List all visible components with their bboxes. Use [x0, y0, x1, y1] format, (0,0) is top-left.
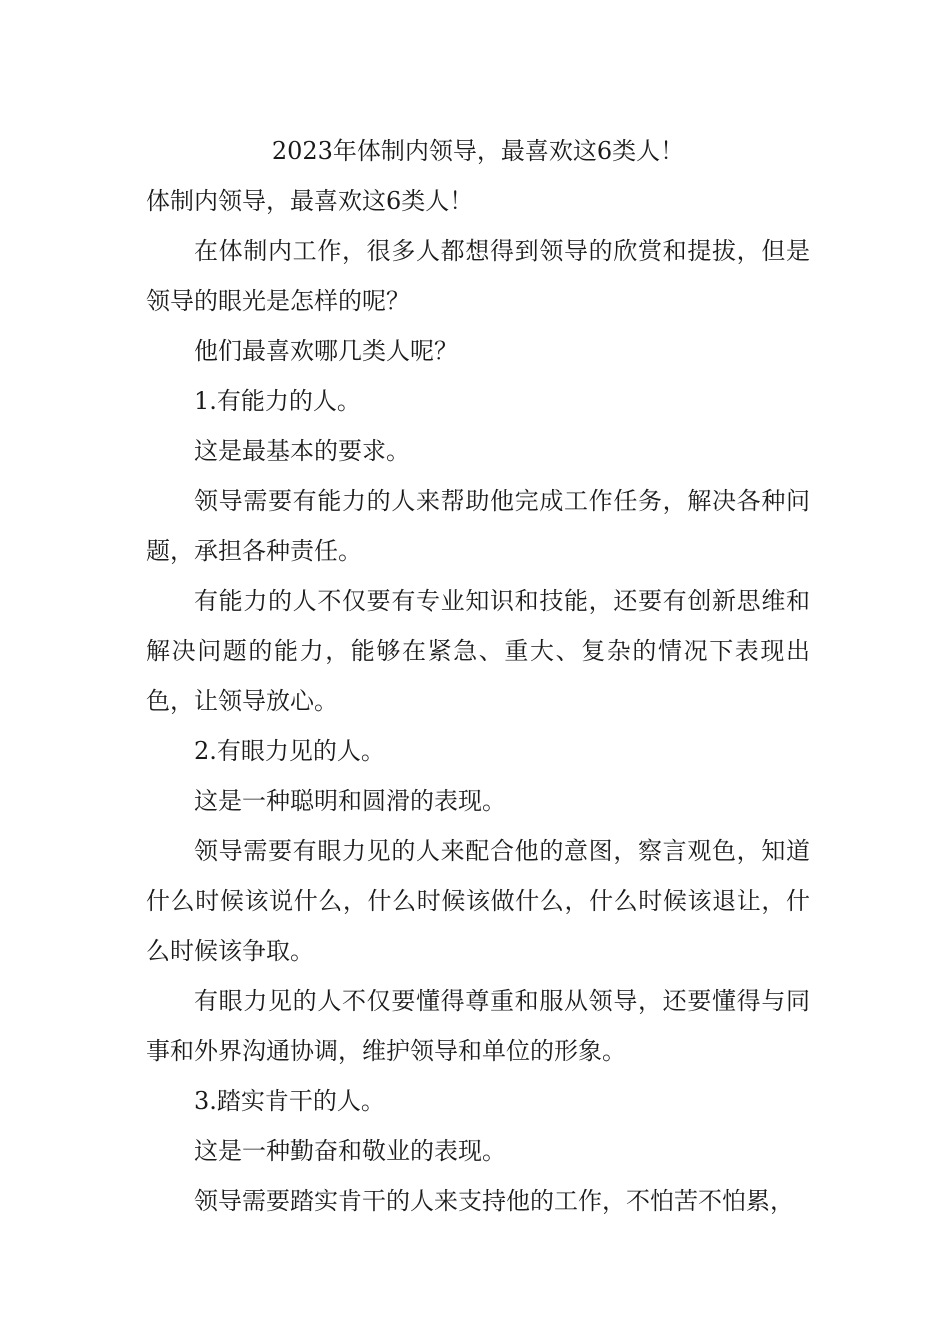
paragraph: 领导需要踏实肯干的人来支持他的工作，不怕苦不怕累， [194, 1187, 794, 1215]
section-heading-2: 2.有眼力见的人。 [194, 737, 385, 765]
document-body [146, 126, 810, 1226]
paragraph: 有眼力见的人不仅要懂得尊重和服从领导，还要懂得与同事和外界沟通协调，维护领导和单位的形象。 [146, 987, 810, 1065]
paragraph: 领导需要有能力的人来帮助他完成工作任务，解决各种问题，承担各种责任。 [146, 487, 810, 565]
paragraph: 有能力的人不仅要有专业知识和技能，还要有创新思维和解决问题的能力，能够在紧急、重大、复杂的情况下表现出色，让领导放心。 [146, 587, 810, 715]
paragraph: 这是一种勤奋和敬业的表现。 [194, 1137, 506, 1165]
paragraph: 他们最喜欢哪几类人呢？ [194, 337, 458, 365]
section-heading-3: 3.踏实肯干的人。 [194, 1087, 385, 1115]
paragraph: 这是一种聪明和圆滑的表现。 [194, 787, 506, 815]
paragraph: 领导需要有眼力见的人来配合他的意图，察言观色，知道什么时候该说什么，什么时候该做什么，什么时候该退让，什么时候该争取。 [146, 837, 810, 965]
section-heading-1: 1.有能力的人。 [194, 387, 361, 415]
document-title: 2023年体制内领导，最喜欢这6类人！ [271, 137, 685, 165]
paragraph: 这是最基本的要求。 [194, 437, 410, 465]
paragraph-subtitle: 体制内领导，最喜欢这6类人！ [146, 187, 474, 215]
paragraph: 在体制内工作，很多人都想得到领导的欣赏和提拔，但是领导的眼光是怎样的呢？ [146, 237, 810, 315]
